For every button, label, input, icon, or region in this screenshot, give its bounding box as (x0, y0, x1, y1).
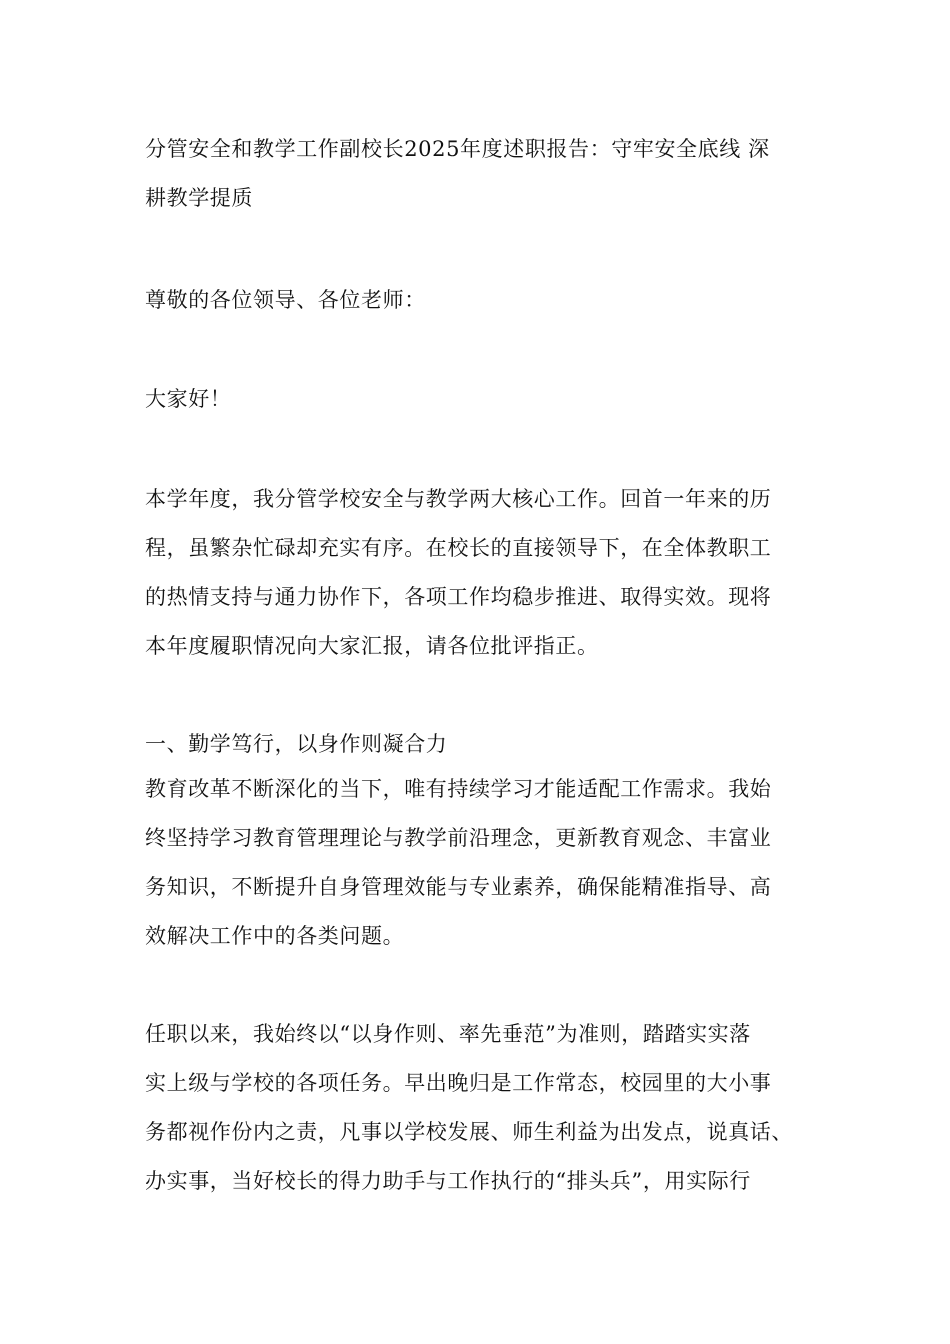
greeting (145, 375, 825, 424)
paragraph-line: 效解决工作中的各类问题。 (145, 924, 405, 948)
section-heading-1 (145, 720, 825, 769)
salutation-text: 尊敬的各位领导、各位老师： (145, 288, 426, 312)
section-heading-text: 一、勤学笃行，以身作则凝合力 (145, 732, 448, 756)
paragraph-line: 任职以来，我始终以“以身作则、率先垂范”为准则，踏踏实实落 (145, 1022, 751, 1046)
paragraph-line: 实上级与学校的各项任务。早出晚归是工作常态，校园里的大小事 (145, 1071, 772, 1095)
paragraph-line: 本学年度，我分管学校安全与教学两大核心工作。回首一年来的历 (145, 487, 772, 511)
title-line: 分管安全和教学工作副校长2025年度述职报告：守牢安全底线 深 (145, 137, 770, 161)
paragraph-line: 办实事，当好校长的得力助手与工作执行的“排头兵”，用实际行 (145, 1169, 751, 1193)
paragraph-line: 务知识，不断提升自身管理效能与专业素养，确保能精准指导、高 (145, 875, 772, 899)
paragraph-line: 教育改革不断深化的当下，唯有持续学习才能适配工作需求。我始 (145, 777, 772, 801)
paragraph-line: 本年度履职情况向大家汇报，请各位批评指正。 (145, 634, 599, 658)
paragraph-example (145, 1010, 825, 1206)
paragraph-study (145, 765, 825, 961)
document-title (145, 125, 825, 223)
paragraph-line: 务都视作份内之责，凡事以学校发展、师生利益为出发点，说真话、 (145, 1120, 793, 1144)
paragraph-intro (145, 475, 825, 671)
title-line: 耕教学提质 (145, 186, 253, 210)
paragraph-line: 终坚持学习教育管理理论与教学前沿理念，更新教育观念、丰富业 (145, 826, 772, 850)
paragraph-line: 的热情支持与通力协作下，各项工作均稳步推进、取得实效。现将 (145, 585, 772, 609)
salutation (145, 276, 825, 325)
greeting-text: 大家好！ (145, 387, 232, 411)
paragraph-line: 程，虽繁杂忙碌却充实有序。在校长的直接领导下，在全体教职工 (145, 536, 772, 560)
